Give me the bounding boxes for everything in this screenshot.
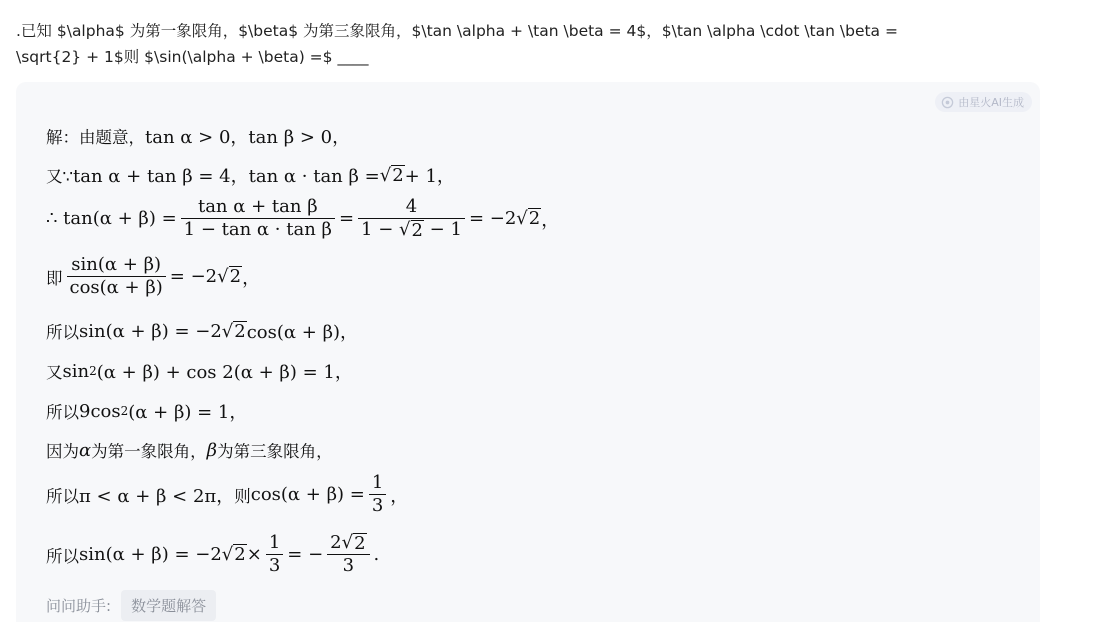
answer-card xyxy=(16,82,1040,622)
sqrt-symbol: √ 2 xyxy=(221,320,246,342)
fraction-numerator: 1 xyxy=(371,472,384,493)
fraction-denominator xyxy=(358,219,465,241)
solution-line-3 xyxy=(46,196,559,241)
fraction-numerator: sin(α + β) xyxy=(71,254,161,275)
line9-a: π < α + β < 2π， xyxy=(79,485,235,507)
radicand: 2 xyxy=(411,220,423,241)
fraction-sin-cos xyxy=(67,254,166,299)
solution-line-10 xyxy=(46,532,379,577)
line5-a: sin(α + β) = −2 xyxy=(79,320,222,342)
line8-alpha: α xyxy=(79,439,92,461)
fraction-numerator: 4 xyxy=(405,196,418,217)
radicand: 2 xyxy=(234,320,246,342)
line7-sup: 2 xyxy=(120,404,129,418)
solution-line-9 xyxy=(46,472,408,517)
line9-b: cos(α + β) = xyxy=(250,484,365,505)
line5-c: cos(α + β)， xyxy=(246,322,359,343)
fraction-numerator: 1 xyxy=(268,532,281,553)
fraction-final-answer xyxy=(327,532,369,577)
line6-prefix: 又 xyxy=(46,363,63,382)
line9-prefix: 所以 xyxy=(46,486,79,506)
math-solve-tag[interactable]: 数学题解答 xyxy=(121,590,216,621)
line7-a: 9cos xyxy=(79,400,121,422)
fraction-denominator: 1 − tan α · tan β xyxy=(183,219,332,240)
line4-tail-c: ， xyxy=(242,267,261,289)
line9-tail: ， xyxy=(390,485,409,507)
sqrt-symbol: √ 2 xyxy=(221,544,246,565)
radicand: 2 xyxy=(528,208,541,229)
sqrt-symbol: √ 2 xyxy=(399,219,423,241)
fraction-numerator xyxy=(327,532,369,554)
solution-line-7 xyxy=(46,398,247,424)
fraction-one-third xyxy=(266,532,283,577)
solution-line-2 xyxy=(46,162,455,188)
line10-tail: . xyxy=(373,544,380,565)
radicand: 2 xyxy=(354,533,366,554)
line1-math: tan α > 0，tan β > 0， xyxy=(145,127,351,148)
line3-eq: = xyxy=(338,208,355,229)
fraction-numerator: tan α + tan β xyxy=(197,196,318,217)
question-text: .已知 $\alpha$ 为第一象限角，$\beta$ 为第三象限角，$\tan \alpha + \tan \beta = 4$，$\tan \alpha \cdot \tan \beta = \sqrt{2} + 1$则 $\sin(\alpha + \beta) =$ ____ xyxy=(16,22,898,66)
num-part-a: 2 xyxy=(330,532,342,553)
line1-prefix: 解：由题意， xyxy=(46,128,145,147)
line7-prefix: 所以 xyxy=(46,403,79,422)
assistant-footer xyxy=(46,590,216,621)
line3-lead: ∴ tan(α + β) = xyxy=(46,208,177,229)
den-part-c: − 1 xyxy=(423,219,462,240)
sqrt-symbol: √ 2 xyxy=(379,164,404,186)
fraction-denominator: 3 xyxy=(371,495,384,516)
line2-math-a: tan α + tan β = 4，tan α · tan β = xyxy=(73,166,380,187)
spark-icon xyxy=(941,96,954,109)
line3-tail-a: = −2 xyxy=(468,208,517,229)
line10-a: sin(α + β) = −2 xyxy=(79,544,222,565)
sqrt-symbol: √ 2 xyxy=(516,208,541,229)
line8-prefix: 因为 xyxy=(46,442,79,461)
ai-badge-label: 由星火AI生成 xyxy=(958,96,1024,109)
den-part-a: 1 − xyxy=(361,219,400,240)
line10-prefix: 所以 xyxy=(46,546,79,566)
line6-a: sin xyxy=(62,360,90,382)
line6-b: (α + β) + cos 2(α + β) = 1， xyxy=(96,362,353,383)
line2-math-c: + 1， xyxy=(404,166,455,187)
line8-beta: β xyxy=(206,439,218,461)
ai-generated-badge xyxy=(935,92,1032,112)
fraction-denominator: 3 xyxy=(342,555,355,576)
radicand: 2 xyxy=(229,266,242,287)
line8-end: 为第三象限角， xyxy=(217,442,333,461)
fraction-one-third xyxy=(369,472,386,517)
sqrt-symbol: √ 2 xyxy=(341,532,366,554)
line5-prefix: 所以 xyxy=(46,323,79,342)
solution-line-8 xyxy=(46,438,333,462)
radicand: 2 xyxy=(392,164,404,186)
solution-line-4 xyxy=(46,254,260,299)
radicand: 2 xyxy=(234,544,246,565)
fraction-tan-sum xyxy=(181,196,335,241)
line3-tail-c: ， xyxy=(541,209,560,231)
solution-line-1 xyxy=(46,123,350,149)
line10-d: = − xyxy=(287,544,324,565)
line6-sup: 2 xyxy=(89,364,97,378)
sqrt-symbol: √ 2 xyxy=(217,266,242,287)
line2-prefix: 又∵ xyxy=(46,167,73,186)
fraction-denominator: 3 xyxy=(268,555,281,576)
line7-b: (α + β) = 1， xyxy=(128,402,248,423)
line10-c: × xyxy=(246,544,262,565)
line4-tail-a: = −2 xyxy=(169,266,218,287)
solution-line-6 xyxy=(46,358,353,384)
line9-cjk: 则 xyxy=(234,486,251,506)
fraction-four xyxy=(358,196,465,241)
ask-assistant-label: 问问助手: xyxy=(46,597,112,615)
line8-mid: 为第一象限角， xyxy=(91,442,207,461)
solution-line-5 xyxy=(46,318,358,344)
line4-prefix: 即 xyxy=(46,268,63,288)
fraction-denominator: cos(α + β) xyxy=(69,277,163,298)
